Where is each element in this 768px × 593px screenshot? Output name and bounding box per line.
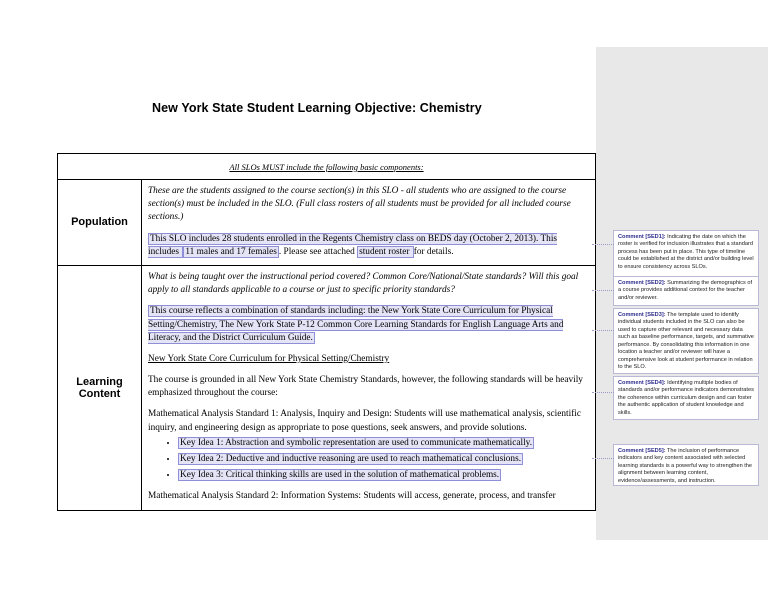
learning-content-core-curriculum-heading: New York State Core Curriculum for Physical Setting/Chemistry <box>148 353 390 364</box>
key-idea-1-text: Key Idea 1: Abstraction and symbolic representation are used to communicate mathematically. <box>180 437 533 448</box>
comment-sed3[interactable] <box>613 308 759 374</box>
comment-sed2-tag: Comment [SED2]: <box>618 280 666 286</box>
comment-sed5-tag: Comment [SED5]: <box>618 448 666 454</box>
population-prompt: These are the students assigned to the course section(s) in this SLO - all students who are assigned to the course section(s) must be included in the SLO. (Full class rosters of all students must be provided for all included course sections.) <box>148 186 571 223</box>
comment-sed5[interactable] <box>613 444 759 486</box>
learning-content-standards-combo-text: This course reflects a combination of standards including: the New York State Core Curriculum for Physical Setting/Chemistry, The New York State P-12 Common Core Learning Standards for English Language Arts and Literacy, and the District Curriculum Guide. <box>148 306 564 343</box>
key-idea-3-text: Key Idea 3: Critical thinking skills are used in the solution of mathematical problems. <box>180 470 500 481</box>
comment-connector-3 <box>592 330 614 331</box>
population-gender-text: 11 males and 17 females <box>185 246 277 257</box>
learning-content-standards-combo <box>148 305 589 345</box>
row-body-population <box>142 180 596 266</box>
row-body-learning-content <box>142 265 596 510</box>
population-plain-text: . Please see attached <box>278 246 358 257</box>
population-roster-text: student roster <box>359 246 412 257</box>
comment-sed3-tag: Comment [SED3]: <box>618 312 666 318</box>
comment-sed4[interactable] <box>613 376 759 420</box>
comment-sed1-body: Indicating the date on which the roster is verified for inclusion illustrates that a standard process has been put in place. This type of timeline could be established at the district and/or building level to ensure consistency across SLOs. <box>618 234 754 270</box>
comment-connector-5 <box>592 458 614 459</box>
table-row-population <box>58 180 596 266</box>
list-item <box>178 437 589 450</box>
list-item <box>178 469 589 482</box>
comment-sed5-body: The inclusion of performance indicators and key content associated with selected learning standards is a powerful way to strengthen the alignment between learning content, evidence/assessments, and instruction. <box>618 448 753 484</box>
slo-table <box>57 153 596 511</box>
comment-connector-4 <box>592 392 614 393</box>
comment-sed2-body: Summarizing the demographics of a course provides additional context for the teacher and/or reviewer. <box>618 280 753 301</box>
comment-sed2[interactable] <box>613 276 759 306</box>
comment-sed4-tag: Comment [SED4]: <box>618 380 666 386</box>
table-row-banner <box>58 154 596 180</box>
learning-content-prompt: What is being taught over the instructional period covered? Common Core/National/State standards? Will this goal apply to all standards applicable to a course or just to specific priority standards? <box>148 271 579 296</box>
population-tail-text: for details. <box>413 246 454 257</box>
comment-sed1[interactable] <box>613 230 759 282</box>
page-title: New York State Student Learning Objective: Chemistry <box>152 101 482 115</box>
population-enrollment-text: This SLO includes 28 students enrolled in the Regents Chemistry class on BEDS day (October 2, 2013). This includes <box>148 233 558 257</box>
population-response <box>148 233 589 259</box>
table-row-learning-content <box>58 265 596 510</box>
banner-text: All SLOs MUST include the following basic components: <box>229 162 424 172</box>
list-item <box>178 453 589 466</box>
learning-content-math-standard-1: Mathematical Analysis Standard 1: Analysis, Inquiry and Design: Students will use mathematical analysis, scientific inquiry, and engineering design as appropriate to pose questions, seek answers, and provide solutions. <box>148 409 581 433</box>
learning-content-math-standard-2: Mathematical Analysis Standard 2: Information Systems: Students will access, generate, process, and transfer <box>148 491 556 502</box>
comment-sed1-tag: Comment [SED1]: <box>618 234 666 240</box>
comment-connector-1 <box>592 244 614 245</box>
comment-sed4-body: Identifying multiple bodies of standards and/or performance indicators demonstrates the coherence within curriculum design and can foster the authentic application of student knowledge and skills. <box>618 380 754 416</box>
learning-content-key-ideas <box>148 437 589 483</box>
comment-sed3-body: The template used to identify individual students included in the SLO can also be used to capture other relevant and necessary data such as baseline performance, targets, and summative performance. By consolidating this information in one location a teacher and/or reviewer will have a comprehensive look at student performance in relation to the SLO. <box>618 312 754 371</box>
learning-content-grounding: The course is grounded in all New York State Chemistry Standards, however, the following standards will be heavily emphasized throughout the course: <box>148 375 583 399</box>
key-idea-2-text: Key Idea 2: Deductive and inductive reasoning are used to reach mathematical conclusions. <box>180 454 522 464</box>
comment-connector-2 <box>592 290 614 291</box>
banner-cell <box>58 154 596 180</box>
row-label-population: Population <box>58 180 142 266</box>
row-label-learning-content: Learning Content <box>58 265 142 510</box>
